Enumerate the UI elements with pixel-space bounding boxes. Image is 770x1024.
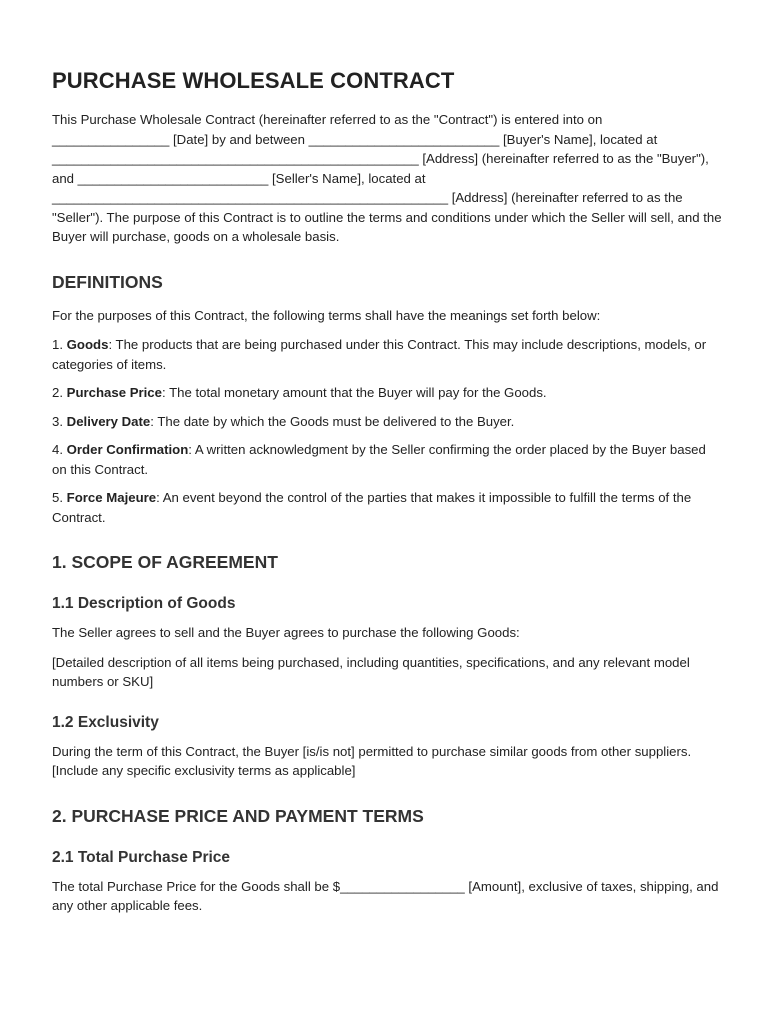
definition-number: 5. — [52, 490, 67, 505]
definition-term: Goods — [66, 337, 109, 352]
scope-heading: 1. SCOPE OF AGREEMENT — [52, 552, 278, 572]
definition-text: : An event beyond the control of the parties that makes it impossible to fulfill the terms of the Contract. — [52, 490, 692, 525]
definition-text: : The date by which the Goods must be delivered to the Buyer. — [150, 413, 515, 429]
definition-item-delivery-date — [52, 412, 722, 432]
exclusivity-heading: 1.2 Exclusivity — [52, 713, 159, 731]
document-page — [52, 68, 722, 926]
exclusivity-paragraph: During the term of this Contract, the Buyer [is/is not] permitted to purchase similar goods from other suppliers. [Include any specific exclusivity terms as applicable] — [52, 743, 692, 778]
purchase-price-heading: 2. PURCHASE PRICE AND PAYMENT TERMS — [52, 805, 424, 826]
definition-text: : The products that are being purchased under this Contract. This may include descriptions, models, or categories of items. — [52, 337, 707, 372]
definition-item-goods — [52, 335, 722, 374]
definitions-list — [52, 335, 722, 527]
intro-paragraph: This Purchase Wholesale Contract (hereinafter referred to as the "Contract") is entered into on ________________ [Date] by and between __________________________ [Buyer's Name], located at __________________________________________________ [Address] (hereinafter referred to as the "Buyer"), and __________________________ [Seller's Name], located at ______________________________________________________ [Address] (hereinafter referred to as the "Seller"). The purpose of this Contract is to outline the terms and conditions under which the Seller will sell, and the Buyer will purchase, goods on a wholesale basis. — [52, 112, 722, 244]
definition-text: : A written acknowledgment by the Seller confirming the order placed by the Buyer based on this Contract. — [52, 442, 706, 477]
definition-number: 2. — [52, 385, 67, 400]
definitions-lead: For the purposes of this Contract, the following terms shall have the meanings set forth below: — [52, 307, 601, 323]
definition-term: Order Confirmation — [66, 442, 189, 457]
definitions-heading: DEFINITIONS — [52, 271, 163, 292]
definition-term: Purchase Price — [66, 385, 162, 400]
definition-term: Force Majeure — [66, 490, 157, 505]
definition-item-force-majeure — [52, 488, 722, 527]
definition-number: 1. — [52, 337, 67, 352]
document-title: PURCHASE WHOLESALE CONTRACT — [52, 68, 455, 93]
total-purchase-price-heading: 2.1 Total Purchase Price — [52, 848, 231, 866]
goods-detail-placeholder: [Detailed description of all items being purchased, including quantities, specifications, and any relevant model numbers or SKU] — [52, 654, 690, 689]
definition-text: : The total monetary amount that the Buyer will pay for the Goods. — [161, 385, 547, 400]
total-purchase-price-paragraph: The total Purchase Price for the Goods shall be $_________________ [Amount], exclusive of taxes, shipping, and any other applicable fees. — [52, 878, 719, 913]
definition-term: Delivery Date — [66, 413, 151, 429]
definition-item-purchase-price — [52, 383, 722, 403]
description-of-goods-paragraph: The Seller agrees to sell and the Buyer agrees to purchase the following Goods: — [52, 625, 520, 640]
definition-item-order-confirmation — [52, 440, 722, 479]
definition-number: 3. — [52, 413, 67, 429]
definition-number: 4. — [52, 442, 67, 457]
description-of-goods-heading: 1.1 Description of Goods — [52, 595, 236, 612]
